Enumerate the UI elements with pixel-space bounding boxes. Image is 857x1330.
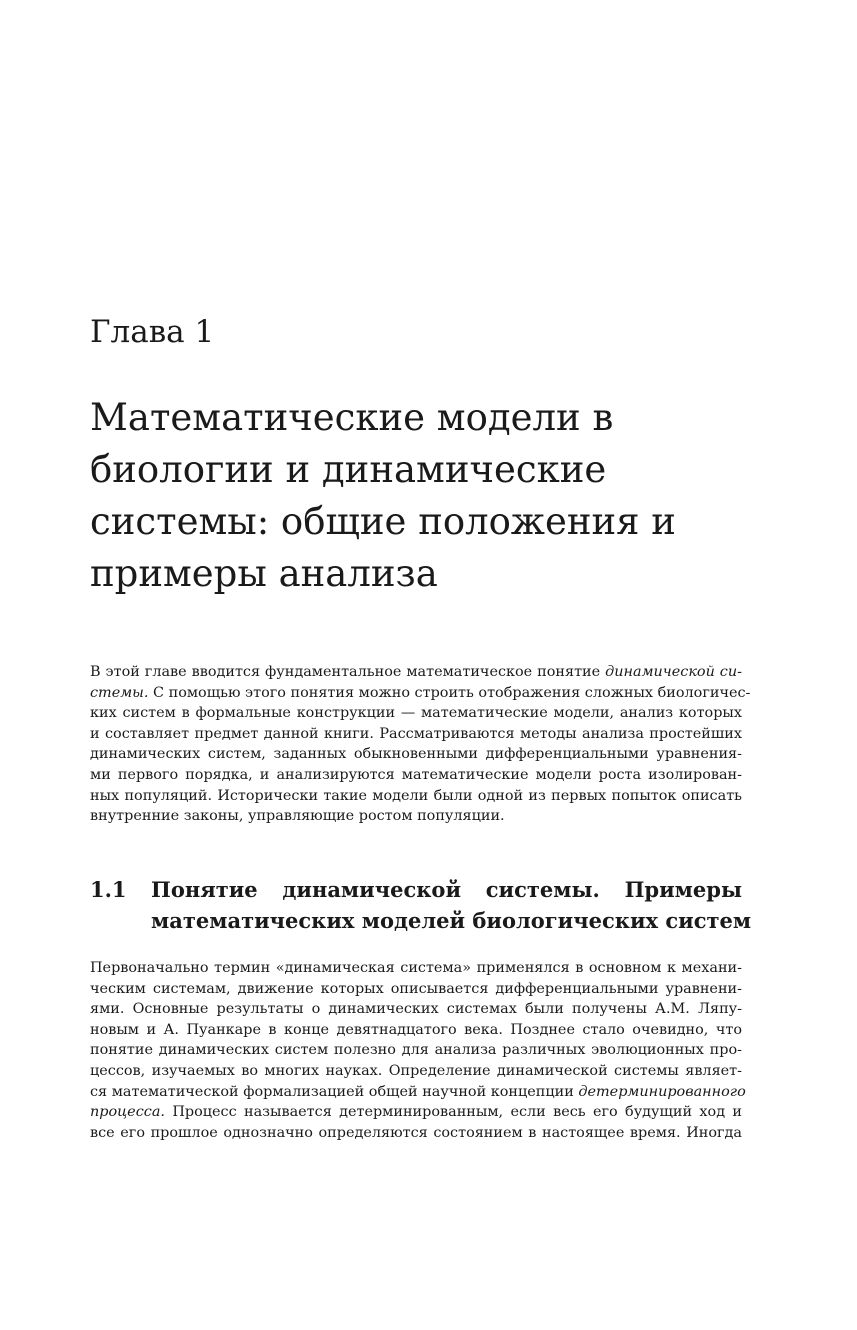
text-run: ческим системам, движение которых описывается дифференциальными уравнени- [90,980,742,997]
chapter-abstract [90,662,751,827]
italic-term: детерминированного [578,1083,746,1100]
text-run: Первоначально термин «динамическая система» применялся в основном к механи- [90,960,742,976]
chapter-title [90,392,742,600]
text-run: В этой главе вводится фундаментальное математическое понятие [90,664,606,680]
chapter-title-line: Математические модели в [90,396,614,439]
body-line [90,979,742,1000]
abstract-line [90,765,742,786]
text-run: новым и А. Пуанкаре в конце девятнадцатого века. Позднее стало очевидно, что [90,1021,742,1038]
section-heading [90,874,752,936]
italic-term: процесса. [90,1104,165,1121]
chapter-title-line: примеры анализа [90,552,438,595]
text-run: С помощью этого понятия можно строить отображения сложных биологичес- [148,684,751,701]
section-number: 1.1 [90,877,127,902]
body-line [90,1020,742,1041]
abstract-line [90,786,742,807]
abstract-line [90,703,742,724]
text-run: и составляет предмет данной книги. Рассматриваются методы анализа простейших [90,725,742,742]
body-line [90,1123,742,1144]
body-line [90,1040,742,1061]
section-title-line: Понятие динамической системы. Примеры [151,877,742,902]
text-run: все его прошлое однозначно определяются состоянием в настоящее время. Иногда [90,1124,742,1141]
italic-term: стемы. [90,684,149,701]
text-run: ных популяций. Исторически такие модели были одной из первых попыток описать [90,787,742,804]
abstract-line [90,683,751,704]
text-run: понятие динамических систем полезно для анализа различных эволюционных про- [90,1042,742,1059]
chapter-label: Глава 1 [90,314,215,350]
text-run: ями. Основные результаты о динамических системах были получены А.М. Ляпу- [90,1001,742,1018]
abstract-line [90,806,742,827]
body-line [90,999,742,1020]
text-run: цессов, изучаемых во многих науках. Определение динамической системы являет- [90,1062,742,1079]
chapter-title-line: системы: общие положения и [90,500,676,543]
body-line [90,1102,742,1123]
text-run: внутренние законы, управляющие ростом популяции. [90,808,505,825]
section-body-text [90,958,746,1143]
abstract-line [90,744,742,765]
text-run: динамических систем, заданных обыкновенными дифференциальными уравнения- [90,746,742,763]
body-line [90,1061,742,1082]
body-line [90,1082,746,1103]
text-run: Процесс называется детерминированным, если весь его будущий ход и [164,1104,742,1121]
text-run: ся математической формализацией общей научной концепции [90,1083,579,1100]
text-run: ми первого порядка, и анализируются математические модели роста изолирован- [90,766,742,783]
body-line [90,958,742,979]
section-title-line: математических моделей биологических систем [151,908,752,933]
italic-term: динамической си- [605,664,743,680]
abstract-line [90,724,742,745]
text-run: ких систем в формальные конструкции — математические модели, анализ которых [90,705,742,722]
chapter-title-line: биологии и динамические [90,448,607,491]
abstract-line [90,662,742,683]
